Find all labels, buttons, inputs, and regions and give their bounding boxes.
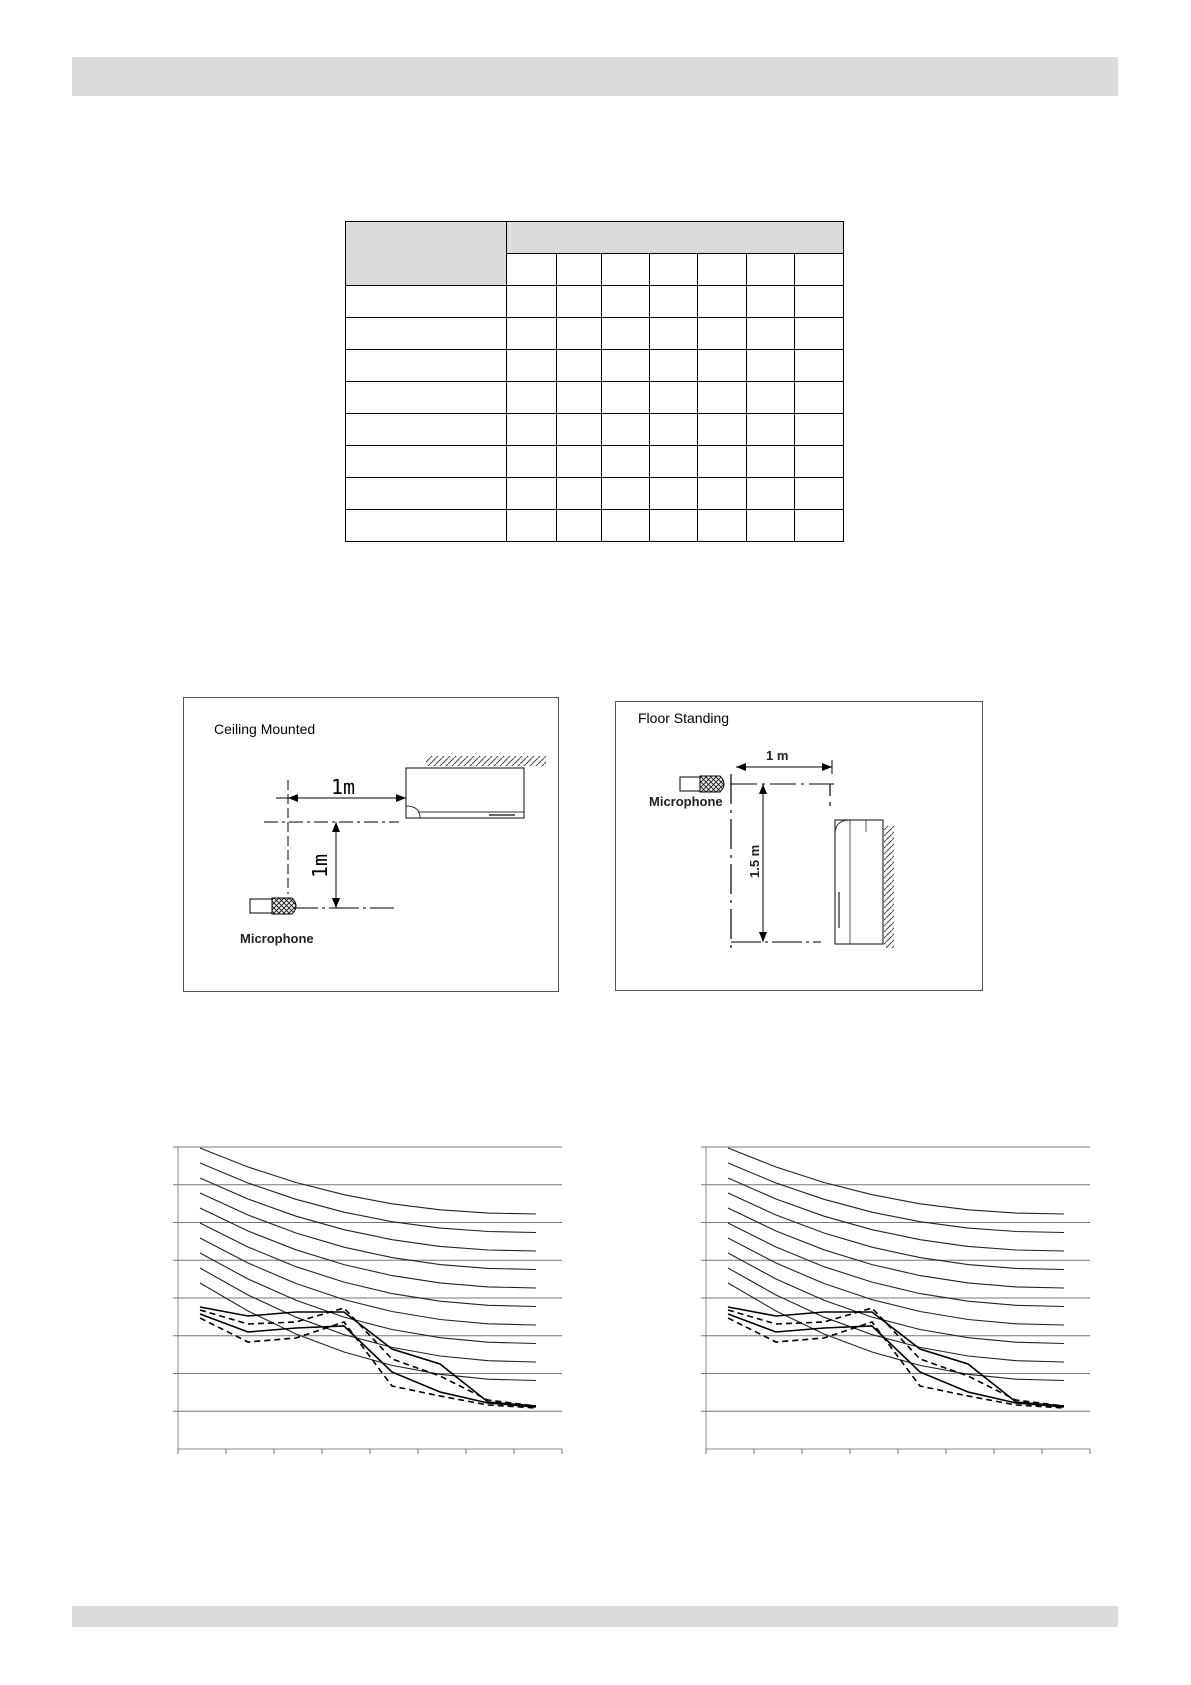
table-row xyxy=(346,382,844,414)
nc-curve xyxy=(728,1178,1064,1251)
table-cell xyxy=(698,478,747,510)
table-band-header xyxy=(747,254,795,286)
table-cell xyxy=(602,350,650,382)
footer-band xyxy=(72,1606,1118,1627)
floor-standing-unit xyxy=(835,820,883,944)
table-cell xyxy=(698,382,747,414)
table-cell xyxy=(650,350,698,382)
nc-curve xyxy=(200,1178,536,1251)
table-cell xyxy=(795,350,844,382)
table-cell xyxy=(795,510,844,542)
table-band-header xyxy=(507,254,557,286)
table-cell xyxy=(650,414,698,446)
table-cell xyxy=(346,382,507,414)
table-row xyxy=(346,414,844,446)
ceiling-horizontal-distance: 1m xyxy=(331,775,356,799)
table-cell xyxy=(507,382,557,414)
table-cell xyxy=(650,510,698,542)
table-cell xyxy=(602,446,650,478)
table-cell xyxy=(747,318,795,350)
table-cell xyxy=(650,318,698,350)
table-cell xyxy=(747,286,795,318)
table-cell xyxy=(795,478,844,510)
table-row xyxy=(346,350,844,382)
table-cell xyxy=(557,350,602,382)
table-cell xyxy=(602,318,650,350)
table-cell xyxy=(602,286,650,318)
table-cell xyxy=(507,446,557,478)
table-cell xyxy=(795,318,844,350)
floor-mic-label: Microphone xyxy=(649,794,723,809)
table-cell xyxy=(698,414,747,446)
table-cell xyxy=(602,510,650,542)
table-cell xyxy=(698,510,747,542)
unit-spectrum xyxy=(728,1308,1064,1406)
table-cell xyxy=(507,350,557,382)
table-band-header xyxy=(698,254,747,286)
table-cell xyxy=(346,510,507,542)
table-cell xyxy=(346,446,507,478)
table-cell xyxy=(602,414,650,446)
floor-vertical-distance: 1.5 m xyxy=(747,844,762,878)
table-cell xyxy=(602,478,650,510)
unit-spectrum xyxy=(728,1307,1064,1406)
table-cell xyxy=(557,286,602,318)
table-cell xyxy=(747,414,795,446)
nc-curve xyxy=(200,1148,536,1214)
table-band-header xyxy=(602,254,650,286)
table-cell xyxy=(507,318,557,350)
table-cell xyxy=(650,382,698,414)
table-cell xyxy=(346,414,507,446)
ceiling-mounted-diagram xyxy=(183,697,559,992)
table-band-header xyxy=(650,254,698,286)
table-row xyxy=(346,318,844,350)
table-cell xyxy=(795,414,844,446)
table-cell xyxy=(507,414,557,446)
table-row xyxy=(346,478,844,510)
ceiling-mic-label: Microphone xyxy=(240,931,314,946)
table-cell xyxy=(747,510,795,542)
table-header-band xyxy=(507,222,844,254)
table-cell xyxy=(698,350,747,382)
floor-title: Floor Standing xyxy=(638,710,730,726)
table-cell xyxy=(346,478,507,510)
table-cell xyxy=(507,478,557,510)
table-cell xyxy=(698,446,747,478)
table-cell xyxy=(747,446,795,478)
table-cell xyxy=(507,286,557,318)
sound-level-table xyxy=(345,221,844,542)
nc-curve-chart-right xyxy=(700,1144,1096,1456)
table-cell xyxy=(557,414,602,446)
nc-curve-chart-left xyxy=(172,1144,568,1456)
table-row xyxy=(346,286,844,318)
table-row xyxy=(346,446,844,478)
table-band-header xyxy=(795,254,844,286)
table-cell xyxy=(557,446,602,478)
ceiling-title: Ceiling Mounted xyxy=(214,721,316,737)
ceiling-indoor-unit xyxy=(406,768,524,818)
nc-curve xyxy=(200,1223,536,1307)
table-cell xyxy=(557,478,602,510)
floor-standing-diagram xyxy=(615,701,983,991)
ceiling-microphone xyxy=(250,898,296,914)
table-row xyxy=(346,510,844,542)
table-cell xyxy=(650,286,698,318)
table-cell xyxy=(650,478,698,510)
table-cell xyxy=(557,510,602,542)
ceiling-vertical-distance: 1m xyxy=(308,853,332,878)
table-cell xyxy=(747,382,795,414)
table-cell xyxy=(602,382,650,414)
table-cell xyxy=(346,286,507,318)
table-cell xyxy=(795,286,844,318)
table-cell xyxy=(650,446,698,478)
table-cell xyxy=(346,318,507,350)
table-cell xyxy=(795,382,844,414)
table-cell xyxy=(557,318,602,350)
nc-curve xyxy=(728,1148,1064,1214)
table-cell xyxy=(557,382,602,414)
table-cell xyxy=(507,510,557,542)
table-cell xyxy=(747,478,795,510)
header-band xyxy=(72,57,1118,96)
table-cell xyxy=(795,446,844,478)
floor-horizontal-distance: 1 m xyxy=(766,748,789,763)
nc-curve xyxy=(728,1223,1064,1307)
floor-microphone xyxy=(680,776,724,792)
unit-spectrum xyxy=(200,1307,536,1406)
table-cell xyxy=(747,350,795,382)
table-cell xyxy=(698,318,747,350)
table-header-label xyxy=(346,222,507,286)
table-cell xyxy=(698,286,747,318)
table-band-header xyxy=(557,254,602,286)
table-cell xyxy=(346,350,507,382)
unit-spectrum xyxy=(200,1308,536,1406)
